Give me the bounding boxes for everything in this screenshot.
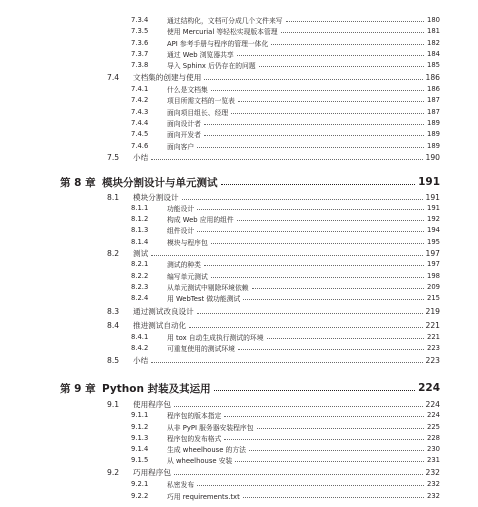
dot-leader	[151, 362, 422, 363]
toc-entry-title: 导入 Sphinx 后仍存在的问题	[167, 61, 256, 70]
toc-entry-title: 从 wheelhouse 安装	[167, 456, 233, 465]
toc-entry-number: 8.1.4	[131, 237, 149, 246]
toc-entry-number: 第 8 章	[60, 176, 96, 189]
toc-entry-page-number: 232	[427, 491, 440, 500]
toc-entry-page-number: 219	[425, 306, 440, 316]
toc-entry-page-number: 224	[425, 399, 440, 409]
toc-entry-page-number: 224	[418, 382, 440, 394]
toc-subsection-entry	[0, 48, 478, 59]
dot-leader	[243, 497, 424, 498]
toc-subsection-entry	[0, 342, 478, 353]
dot-leader	[267, 338, 424, 339]
toc-entry-page-number: 186	[427, 84, 440, 93]
dot-leader	[243, 299, 424, 300]
dot-leader	[197, 147, 424, 148]
toc-entry-page-number: 189	[427, 118, 440, 127]
toc-subsection-entry	[0, 117, 478, 128]
toc-entry-number: 9.2.2	[131, 491, 149, 500]
toc-entry-number: 8.3	[107, 306, 120, 316]
toc-subsection-entry	[0, 432, 478, 443]
toc-entry-page-number: 221	[425, 320, 440, 330]
toc-entry-title: 通过测试改良设计	[133, 306, 194, 316]
dot-leader	[197, 485, 424, 486]
toc-entry-title: 用 tox 自动生成执行测试的环境	[167, 333, 264, 342]
toc-entry-title: 文档集的创建与使用	[133, 72, 202, 82]
toc-entry-page-number: 232	[425, 467, 440, 477]
dot-leader	[174, 474, 423, 475]
dot-leader	[238, 101, 424, 102]
toc-entry-title: 通过结构化，文档可分成几个文件来写	[167, 16, 283, 25]
toc-section-entry	[0, 319, 478, 331]
dot-leader	[237, 55, 424, 56]
toc-subsection-entry	[0, 202, 478, 213]
toc-entry-number: 7.5	[107, 152, 120, 162]
toc-entry-page-number: 225	[427, 422, 440, 431]
toc-entry-page-number: 182	[427, 38, 440, 47]
dot-leader	[281, 32, 424, 33]
toc-entry-title: 可重复使用的测试环境	[167, 344, 235, 353]
toc-subsection-entry	[0, 213, 478, 224]
toc-entry-title: Python 封装及其运用	[102, 382, 211, 395]
dot-leader	[211, 90, 424, 91]
toc-entry-page-number: 184	[427, 49, 440, 58]
dot-leader	[151, 159, 422, 160]
toc-entry-title: 功能设计	[167, 204, 195, 213]
toc-entry-title: 小结	[133, 152, 149, 162]
toc-subsection-entry	[0, 37, 478, 48]
toc-entry-number: 7.3.6	[131, 38, 149, 47]
toc-entry-title: 从非 PyPI 服务器安装程序包	[167, 423, 254, 432]
toc-entry-page-number: 231	[427, 455, 440, 464]
toc-entry-number: 9.2.1	[131, 479, 149, 488]
toc-entry-page-number: 221	[427, 332, 440, 341]
toc-subsection-entry	[0, 490, 478, 501]
toc-entry-number: 7.4.4	[131, 118, 149, 127]
toc-entry-title: 测试的种类	[167, 260, 201, 269]
toc-entry-title: 从单元测试中剔除环境依赖	[167, 283, 249, 292]
toc-entry-number: 8.1.1	[131, 203, 149, 212]
toc-entry-title: 编写单元测试	[167, 272, 208, 281]
dot-leader	[252, 288, 424, 289]
toc-entry-number: 8.2.3	[131, 282, 149, 291]
toc-entry-number: 7.3.8	[131, 60, 149, 69]
dot-leader	[235, 461, 424, 462]
toc-subsection-entry	[0, 270, 478, 281]
toc-entry-number: 8.2.1	[131, 259, 149, 268]
toc-entry-page-number: 187	[427, 95, 440, 104]
toc-subsection-entry	[0, 236, 478, 247]
toc-entry-number: 8.2.4	[131, 293, 149, 302]
dot-leader	[211, 243, 424, 244]
dot-leader	[204, 265, 424, 266]
toc-entry-page-number: 232	[427, 479, 440, 488]
dot-leader	[249, 450, 424, 451]
toc-entry-number: 8.1.2	[131, 214, 149, 223]
dot-leader	[286, 21, 424, 22]
toc-entry-number: 7.3.4	[131, 15, 149, 24]
toc-entry-title: 面向设计者	[167, 119, 201, 128]
toc-subsection-entry	[0, 443, 478, 454]
toc-entry-page-number: 181	[427, 26, 440, 35]
dot-leader	[259, 66, 424, 67]
dot-leader	[214, 390, 416, 391]
toc-entry-number: 8.1.3	[131, 225, 149, 234]
toc-entry-page-number: 185	[427, 60, 440, 69]
dot-leader	[224, 416, 424, 417]
toc-entry-title: 巧用程序包	[133, 467, 171, 477]
dot-leader	[211, 277, 424, 278]
toc-section-entry	[0, 466, 478, 478]
dot-leader	[197, 209, 424, 210]
toc-entry-number: 8.4	[107, 320, 120, 330]
toc-entry-title: 测试	[133, 248, 149, 258]
toc-entry-page-number: 230	[427, 444, 440, 453]
toc-entry-page-number: 191	[425, 192, 440, 202]
toc-entry-title: 巧用 requirements.txt	[167, 492, 240, 501]
dot-leader	[221, 184, 416, 185]
toc-entry-title: 模块与程序包	[167, 238, 208, 247]
toc-entry-title: 程序包的版本指定	[167, 411, 222, 420]
toc-entry-title: 模块分割设计与单元测试	[102, 176, 218, 189]
dot-leader	[204, 79, 422, 80]
toc-entry-number: 9.1.3	[131, 433, 149, 442]
toc-entry-number: 8.2.2	[131, 271, 149, 280]
toc-entry-page-number: 189	[427, 141, 440, 150]
toc-chapter-entry	[0, 378, 478, 398]
toc-entry-page-number: 190	[425, 152, 440, 162]
dot-leader	[237, 220, 424, 221]
dot-leader	[151, 255, 422, 256]
toc-subsection-entry	[0, 94, 478, 105]
dot-leader	[189, 327, 422, 328]
toc-entry-page-number: 197	[425, 248, 440, 258]
dot-leader	[174, 406, 423, 407]
toc-entry-page-number: 224	[427, 410, 440, 419]
toc-entry-title: 用 WebTest 做功能测试	[167, 294, 241, 303]
toc-subsection-entry	[0, 478, 478, 489]
toc-entry-title: 项目所需文档的一览表	[167, 96, 235, 105]
toc-entry-number: 第 9 章	[60, 382, 96, 395]
toc-entry-number: 9.1.2	[131, 422, 149, 431]
toc-entry-page-number: 194	[427, 225, 440, 234]
toc-entry-page-number: 191	[427, 203, 440, 212]
toc-entry-title: 小结	[133, 355, 149, 365]
toc-entry-page-number: 180	[427, 15, 440, 24]
toc-entry-page-number: 223	[427, 343, 440, 352]
toc-entry-page-number: 192	[427, 214, 440, 223]
toc-entry-number: 9.2	[107, 467, 120, 477]
toc-entry-number: 7.4.3	[131, 107, 149, 116]
toc-entry-page-number: 191	[418, 176, 440, 188]
toc-entry-title: 推进测试自动化	[133, 320, 187, 330]
toc-entry-title: 使用程序包	[133, 399, 171, 409]
toc-entry-title: 面向开发者	[167, 130, 201, 139]
toc-entry-number: 9.1	[107, 399, 120, 409]
dot-leader	[197, 231, 424, 232]
dot-leader	[231, 113, 424, 114]
toc-entry-page-number: 228	[427, 433, 440, 442]
toc-subsection-entry	[0, 292, 478, 303]
toc-entry-number: 8.5	[107, 355, 120, 365]
toc-entry-title: 私密发布	[167, 480, 195, 489]
toc-subsection-entry	[0, 140, 478, 151]
dot-leader	[271, 44, 424, 45]
dot-leader	[238, 349, 424, 350]
dot-leader	[204, 124, 424, 125]
toc-entry-number: 7.3.7	[131, 49, 149, 58]
toc-subsection-entry	[0, 128, 478, 139]
toc-subsection-entry	[0, 281, 478, 292]
dot-leader	[224, 439, 424, 440]
toc-entry-number: 8.2	[107, 248, 120, 258]
toc-entry-page-number: 189	[427, 129, 440, 138]
toc-subsection-entry	[0, 59, 478, 70]
dot-leader	[257, 428, 425, 429]
toc-subsection-entry	[0, 83, 478, 94]
toc-entry-number: 9.1.4	[131, 444, 149, 453]
toc-section-entry	[0, 305, 478, 317]
toc-entry-title: 构成 Web 应用的组件	[167, 215, 234, 224]
toc-entry-number: 7.3.5	[131, 26, 149, 35]
toc-entry-title: API 参考手册与程序的管理一体化	[167, 39, 269, 48]
dot-leader	[182, 199, 423, 200]
toc-entry-number: 8.4.1	[131, 332, 149, 341]
toc-entry-title: 模块分割设计	[133, 192, 179, 202]
toc-entry-page-number: 198	[427, 271, 440, 280]
toc-entry-title: 生成 wheelhouse 的方法	[167, 445, 246, 454]
toc-entry-page-number: 186	[425, 72, 440, 82]
toc-entry-number: 9.1.1	[131, 410, 149, 419]
toc-subsection-entry	[0, 224, 478, 235]
dot-leader	[197, 313, 423, 314]
toc-entry-page-number: 209	[427, 282, 440, 291]
toc-section-entry	[0, 71, 478, 83]
toc-subsection-entry	[0, 106, 478, 117]
toc-entry-title: 使用 Mercurial 等轻松实现版本管理	[167, 27, 278, 36]
toc-subsection-entry	[0, 454, 478, 465]
toc-entry-title: 什么是文档集	[167, 85, 208, 94]
toc-entry-page-number: 187	[427, 107, 440, 116]
toc-subsection-entry	[0, 331, 478, 342]
toc-section-entry	[0, 354, 478, 366]
toc-entry-number: 7.4.6	[131, 141, 149, 150]
toc-subsection-entry	[0, 25, 478, 36]
toc-entry-title: 组件设计	[167, 226, 195, 235]
toc-entry-title: 通过 Web 浏览器共享	[167, 50, 234, 59]
toc-entry-page-number: 215	[427, 293, 440, 302]
toc-entry-page-number: 195	[427, 237, 440, 246]
dot-leader	[204, 135, 424, 136]
toc-entry-title: 面向项目组长、经理	[167, 108, 229, 117]
toc-entry-number: 8.1	[107, 192, 120, 202]
toc-entry-number: 9.1.5	[131, 455, 149, 464]
toc-section-entry	[0, 151, 478, 163]
toc-subsection-entry	[0, 258, 478, 269]
toc-chapter-entry	[0, 172, 478, 192]
toc-entry-page-number: 223	[425, 355, 440, 365]
toc-entry-title: 程序包的发布格式	[167, 434, 222, 443]
toc-entry-number: 7.4.5	[131, 129, 149, 138]
toc-subsection-entry	[0, 421, 478, 432]
toc-entry-number: 7.4.1	[131, 84, 149, 93]
toc-subsection-entry	[0, 409, 478, 420]
toc-entry-number: 7.4.2	[131, 95, 149, 104]
toc-subsection-entry	[0, 14, 478, 25]
toc-entry-number: 8.4.2	[131, 343, 149, 352]
toc-entry-page-number: 197	[427, 259, 440, 268]
toc-entry-number: 7.4	[107, 72, 120, 82]
toc-entry-title: 面向客户	[167, 142, 195, 151]
